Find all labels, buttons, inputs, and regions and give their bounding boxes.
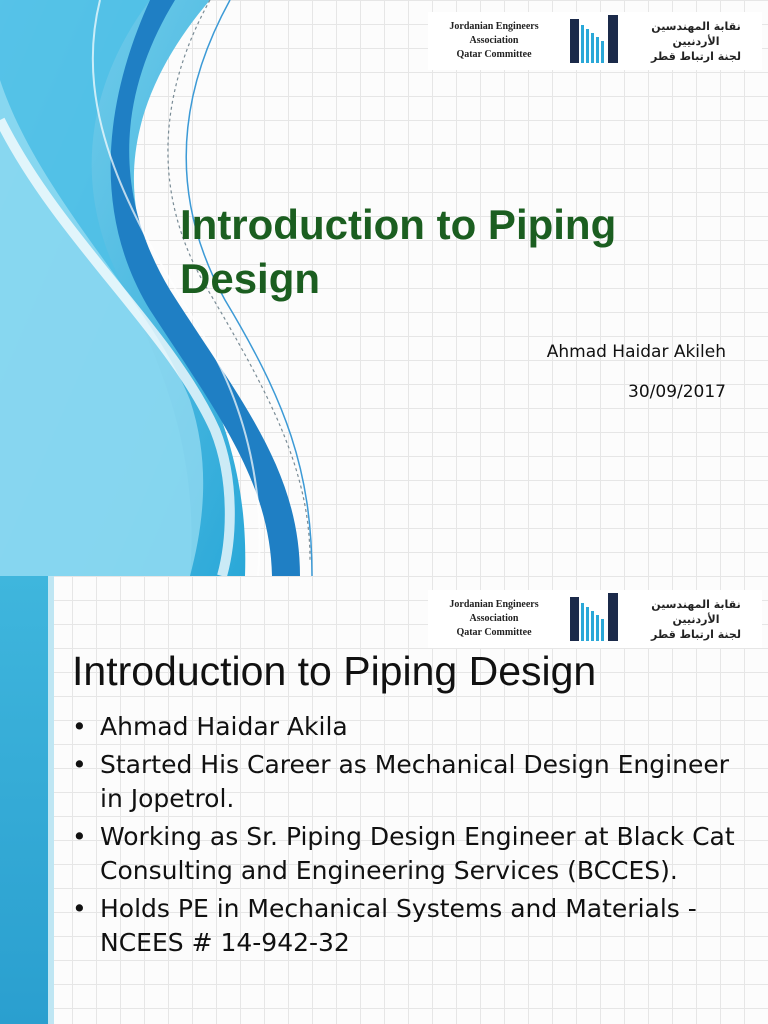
bullet-item: • Ahmad Haidar Akila <box>72 710 752 744</box>
logo-arabic-line1: نقابة المهندسين الأردنيين <box>651 19 741 48</box>
logo-english-line1: Jordanian Engineers Association <box>449 21 539 46</box>
bullet-item: • Started His Career as Mechanical Design Engineer in Jopetrol. <box>72 748 752 816</box>
logo-english-line2: Qatar Committee <box>456 49 532 60</box>
association-logo <box>428 12 762 70</box>
left-accent-stripe <box>48 576 54 1024</box>
logo-english-line1: Jordanian Engineers Association <box>449 599 539 624</box>
author-name: Ahmad Haidar Akileh <box>546 342 726 362</box>
bullet-item: • Working as Sr. Piping Design Engineer at Black Cat Consulting and Engineering Services (BCCES). <box>72 820 752 888</box>
bullet-item: • Holds PE in Mechanical Systems and Materials -NCEES # 14-942-32 <box>72 892 752 960</box>
logo-arabic-line1: نقابة المهندسين الأردنيين <box>651 597 741 626</box>
intro-slide <box>0 576 768 1024</box>
bullet-list <box>72 710 752 964</box>
left-accent-bar <box>0 576 48 1024</box>
slide-title: Introduction to Piping Design <box>180 201 617 302</box>
logo-mark-icon <box>570 15 620 67</box>
slide-title: Introduction to Piping Design <box>72 648 597 694</box>
logo-arabic-line2: لجنة ارتباط قطر <box>651 49 741 63</box>
logo-english-line2: Qatar Committee <box>456 627 532 638</box>
logo-mark-icon <box>570 593 620 645</box>
presentation-date: 30/09/2017 <box>628 382 726 402</box>
association-logo <box>428 590 762 648</box>
logo-arabic-line2: لجنة ارتباط قطر <box>651 627 741 641</box>
